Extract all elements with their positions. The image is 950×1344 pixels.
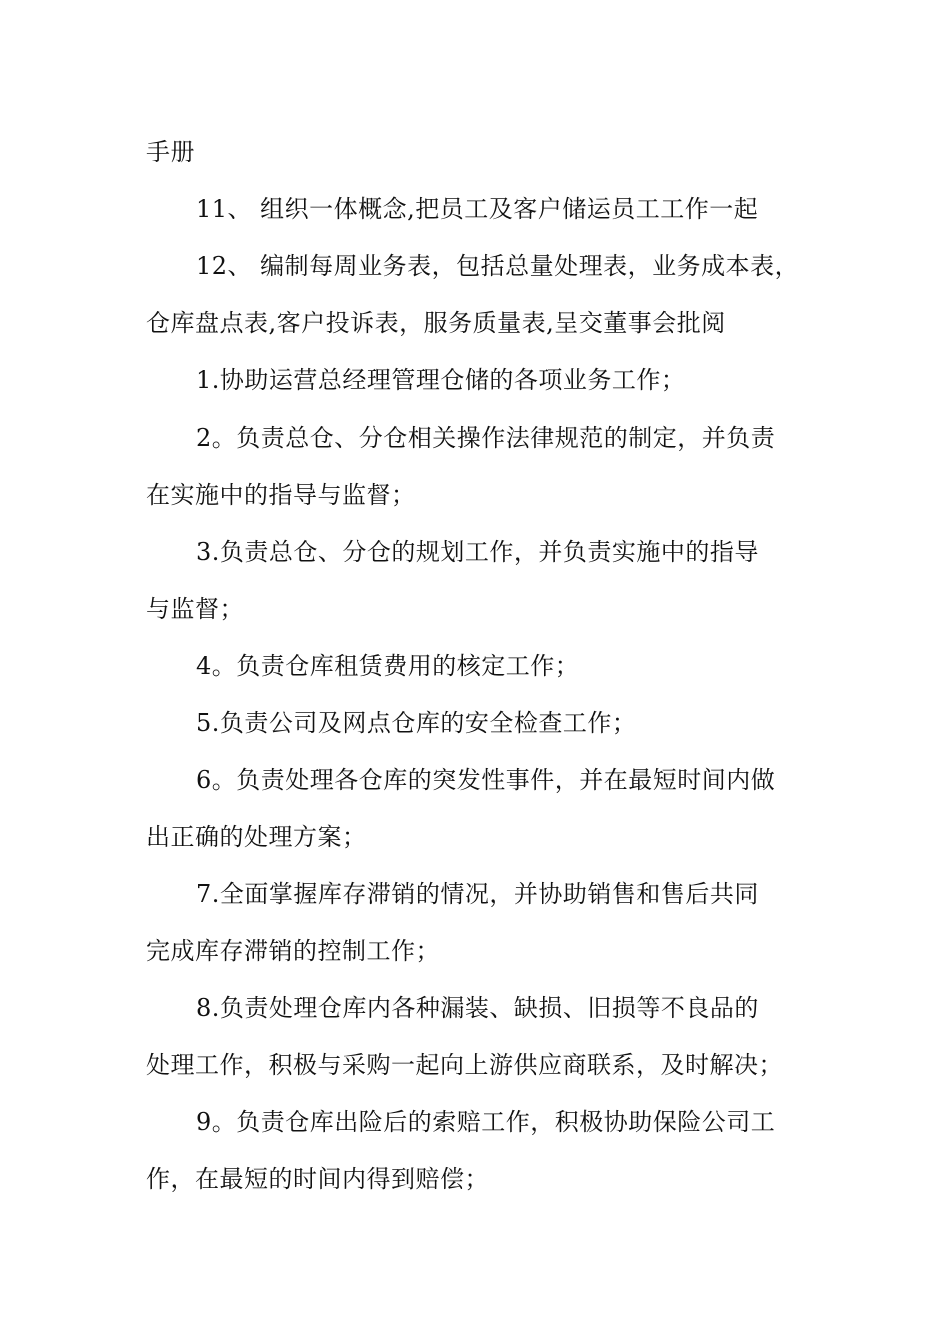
text-line: 1.协助运营总经理管理仓储的各项业务工作； — [196, 366, 686, 394]
text-line: 仓库盘点表,客户投诉表，服务质量表,呈交董事会批阅 — [146, 309, 726, 337]
text-line: 在实施中的指导与监督； — [146, 481, 416, 509]
text-line: 作，在最短的时间内得到赔偿； — [146, 1165, 489, 1193]
text-line: 6。负责处理各仓库的突发性事件，并在最短时间内做 — [196, 766, 776, 794]
text-line: 处理工作，积极与采购一起向上游供应商联系，及时解决； — [146, 1051, 783, 1079]
text-line: 5.负责公司及网点仓库的安全检查工作； — [196, 709, 637, 737]
text-line: 出正确的处理方案； — [146, 823, 367, 851]
text-line: 8.负责处理仓库内各种漏装、缺损、旧损等不良品的 — [196, 994, 759, 1022]
text-line: 9。负责仓库出险后的索赔工作，积极协助保险公司工 — [196, 1108, 776, 1136]
text-line: 2。负责总仓、分仓相关操作法律规范的制定，并负责 — [196, 424, 776, 452]
text-line: 7.全面掌握库存滞销的情况，并协助销售和售后共同 — [196, 880, 759, 908]
text-line: 手册 — [146, 138, 195, 166]
text-line: 与监督； — [146, 595, 244, 623]
text-line: 完成库存滞销的控制工作； — [146, 937, 440, 965]
text-line: 4。负责仓库租赁费用的核定工作； — [196, 652, 580, 680]
text-line: 11、 组织一体概念,把员工及客户储运员工工作一起 — [196, 195, 759, 223]
text-line: 3.负责总仓、分仓的规划工作，并负责实施中的指导 — [196, 538, 759, 566]
text-line: 12、 编制每周业务表，包括总量处理表，业务成本表， — [196, 252, 800, 280]
